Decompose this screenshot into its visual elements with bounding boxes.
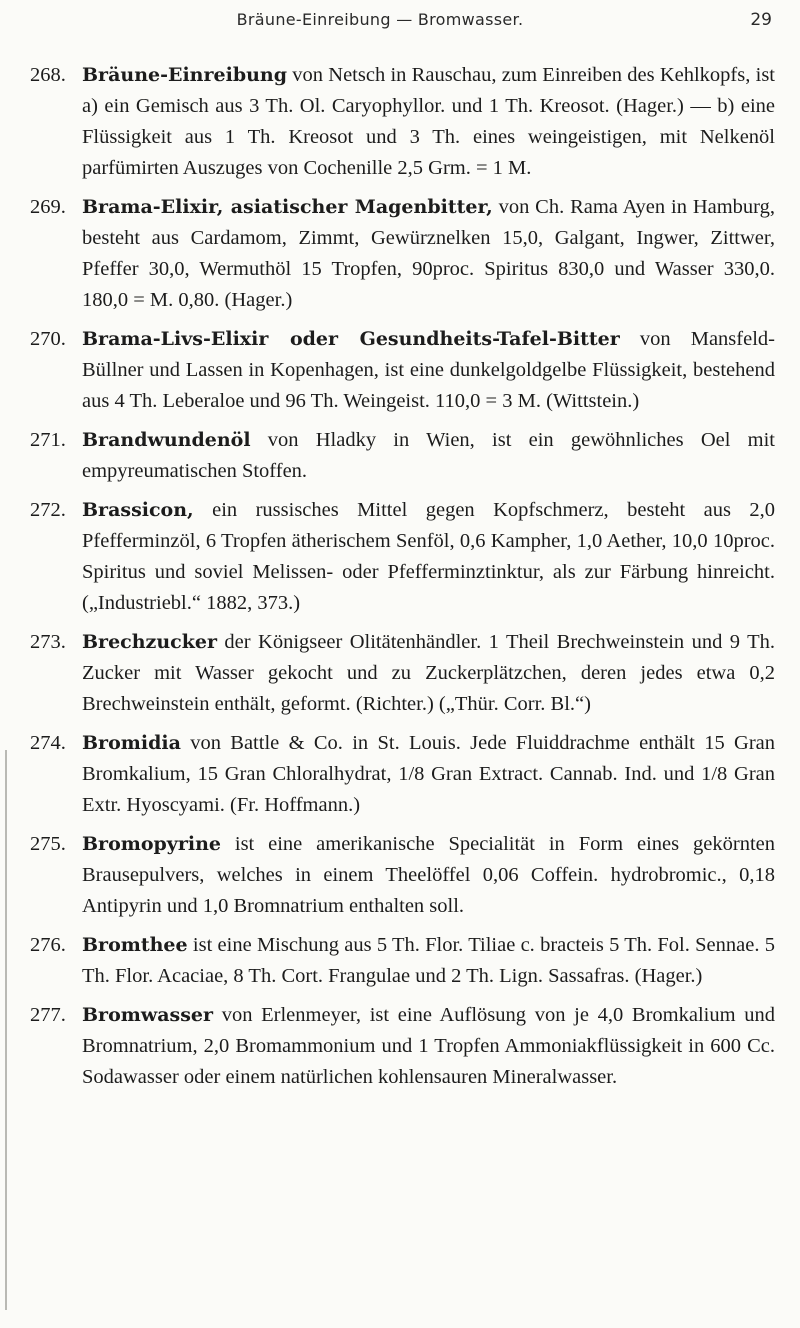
page-number: 29	[750, 10, 772, 30]
entry-term: Bromopyrine	[82, 833, 221, 855]
binding-shadow-line	[5, 750, 7, 1310]
entry-number: 276.	[30, 934, 66, 956]
entry-number: 275.	[30, 833, 66, 855]
entry-number: 270.	[30, 328, 66, 350]
entry-273	[30, 627, 775, 720]
entry-271	[30, 425, 775, 487]
entry-272	[30, 495, 775, 619]
entry-275	[30, 829, 775, 922]
running-title: Bräune-Einreibung — Bromwasser.	[236, 10, 524, 29]
running-head	[0, 10, 800, 40]
entry-text: ist eine amerikanische Specialität in Form eines gekörnten Brausepulvers, welches in einem Theelöffel 0,06 Coffein. hydrobromic., 0,18 Antipyrin und 1,0 Bromnatrium enthalten soll.	[82, 833, 775, 917]
entry-text: von Battle & Co. in St. Louis. Jede Fluiddrachme enthält 15 Gran Bromkalium, 15 Gran Chloralhydrat, 1/8 Gran Extract. Cannab. Ind. und 1/8 Gran Extr. Hyoscyami. (Fr. Hoffmann.)	[82, 732, 775, 816]
entry-number: 277.	[30, 1004, 66, 1026]
entry-268	[30, 60, 775, 184]
entry-269	[30, 192, 775, 316]
entry-term: Bromthee	[82, 934, 188, 956]
entry-277	[30, 1000, 775, 1093]
entry-text: von Mansfeld-Büllner und Lassen in Kopenhagen, ist eine dunkelgoldgelbe Flüssigkeit, bestehend aus 4 Th. Leberaloe und 96 Th. Weingeist. 110,0 = 3 M. (Wittstein.)	[82, 328, 775, 412]
entry-term: Brama-Elixir, asiatischer Magenbitter,	[82, 196, 493, 218]
entry-term: Brama-Livs-Elixir oder Gesundheits-Tafel-Bitter	[82, 328, 620, 350]
entry-270	[30, 324, 775, 417]
entry-number: 272.	[30, 499, 66, 521]
entry-number: 274.	[30, 732, 66, 754]
entry-number: 268.	[30, 64, 66, 86]
entry-term: Bromwasser	[82, 1004, 214, 1026]
entry-term: Brandwundenöl	[82, 429, 251, 451]
entry-text: der Königseer Olitätenhändler. 1 Theil Brechweinstein und 9 Th. Zucker mit Wasser gekocht und zu Zuckerplätzchen, deren jedes etwa 0,2 Brechweinstein enthält, geformt. (Richter.) („Thür. Corr. Bl.“)	[82, 631, 775, 715]
entry-list	[30, 60, 775, 1101]
entry-text: von Netsch in Rauschau, zum Einreiben des Kehlkopfs, ist a) ein Gemisch aus 3 Th. Ol. Caryophyllor. und 1 Th. Kreosot. (Hager.) — b) eine Flüssigkeit aus 1 Th. Kreosot und 3 Th. eines weingeistigen, mit Nelkenöl parfümirten Auszuges von Cochenille 2,5 Grm. = 1 M.	[82, 64, 775, 179]
entry-text: ist eine Mischung aus 5 Th. Flor. Tiliae c. bracteis 5 Th. Fol. Sennae. 5 Th. Flor. Acaciae, 8 Th. Cort. Frangulae und 2 Th. Lign. Sassafras. (Hager.)	[82, 934, 775, 987]
entry-text: von Erlenmeyer, ist eine Auflösung von je 4,0 Bromkalium und Bromnatrium, 2,0 Bromammonium und 1 Tropfen Ammoniakflüssigkeit in 600 Cc. Sodawasser oder einem natürlichen kohlensauren Mineralwasser.	[82, 1004, 775, 1088]
entry-number: 271.	[30, 429, 66, 451]
entry-term: Bromidia	[82, 732, 181, 754]
entry-274	[30, 728, 775, 821]
entry-number: 273.	[30, 631, 66, 653]
entry-term: Brassicon,	[82, 499, 194, 521]
entry-text: von Ch. Rama Ayen in Hamburg, besteht aus Cardamom, Zimmt, Gewürznelken 15,0, Galgant, Ingwer, Zittwer, Pfeffer 30,0, Wermuthöl 15 Tropfen, 90proc. Spiritus 830,0 und Wasser 330,0. 180,0 = M. 0,80. (Hager.)	[82, 196, 775, 311]
entry-term: Bräune-Einreibung	[82, 64, 288, 86]
entry-term: Brechzucker	[82, 631, 217, 653]
entry-276	[30, 930, 775, 992]
entry-text: ein russisches Mittel gegen Kopfschmerz, besteht aus 2,0 Pfefferminzöl, 6 Tropfen ätherischem Senföl, 0,6 Kampher, 1,0 Aether, 10,0 10proc. Spiritus und soviel Melissen- oder Pfefferminztinktur, als zur Färbung hinreicht. („Industriebl.“ 1882, 373.)	[82, 499, 775, 614]
entry-text: von Hladky in Wien, ist ein gewöhnliches Oel mit empyreumatischen Stoffen.	[82, 429, 775, 482]
entry-number: 269.	[30, 196, 66, 218]
